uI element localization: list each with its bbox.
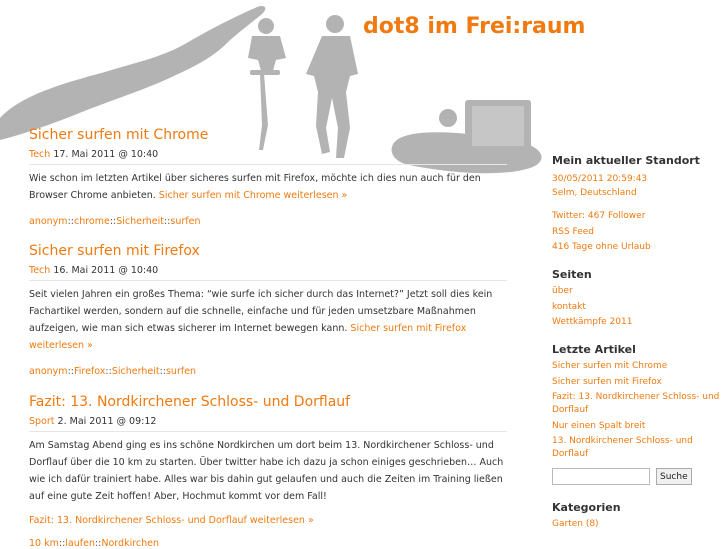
post-category-link[interactable]: Sport xyxy=(29,416,55,427)
tag-link[interactable]: laufen xyxy=(65,538,95,549)
rss-feed-link[interactable]: RSS Feed xyxy=(552,226,595,237)
post-excerpt xyxy=(29,286,507,354)
post-tags: 10 km::laufen::Nordkirchen xyxy=(29,538,160,549)
post-date: 2. Mai 2011 @ 09:12 xyxy=(57,416,157,427)
location-place-link[interactable]: Selm, Deutschland xyxy=(552,188,637,198)
recent-post-link[interactable]: Sicher surfen mit Firefox xyxy=(552,376,662,387)
swimmer-silhouette xyxy=(0,6,265,140)
post xyxy=(29,393,507,549)
recent-posts-list xyxy=(552,360,727,461)
post-meta xyxy=(29,416,507,432)
tag-link[interactable]: 10 km xyxy=(29,538,59,549)
vacation-counter-link[interactable]: 416 Tage ohne Urlaub xyxy=(552,242,651,252)
read-more-link[interactable]: Sicher surfen mit Firefox weiterlesen » xyxy=(29,323,467,351)
page-link-contact[interactable]: kontakt xyxy=(552,301,586,312)
recent-post-link[interactable]: Nur einen Spalt breit xyxy=(552,420,646,431)
read-more-block xyxy=(29,515,507,526)
tag-link[interactable]: Nordkirchen xyxy=(101,538,160,549)
categories-heading: Kategorien xyxy=(552,501,621,514)
sidebar xyxy=(552,154,727,531)
post-tags: anonym::chrome::Sicherheit::surfen xyxy=(29,216,201,227)
search-button[interactable]: Suche xyxy=(656,468,692,485)
post-excerpt-text: Wie schon im letzten Artikel über sicheres surfen mit Firefox, möchte ich dies nun auch für den Browser Chrome anbieten. xyxy=(29,173,481,201)
post-meta xyxy=(29,149,507,165)
tag-link[interactable]: surfen xyxy=(170,216,201,227)
recent-post-link[interactable]: 13. Nordkirchener Schloss- und Dorflauf xyxy=(552,436,693,459)
post-title-link[interactable]: Fazit: 13. Nordkirchener Schloss- und Dorflauf xyxy=(29,394,351,410)
tag-link[interactable]: Firefox xyxy=(73,366,106,377)
post-meta xyxy=(29,265,507,281)
read-more-link[interactable]: Sicher surfen mit Chrome weiterlesen » xyxy=(158,190,348,201)
search-input[interactable] xyxy=(552,468,650,485)
post-excerpt-text: Am Samstag Abend ging es ins schöne Nordkirchen um dort beim 13. Nordkirchener Schloss- und Dorflauf über die 10 km zu starten. Über twitter habe ich dazu ja schon einiges geschrieben… Auch wie ich dafür trainiert habe. Alles war bis dahin gut gelaufen und auch die Zeiten im Training ließen auf eine gute Zeit hoffen! Aber, Hochmut kommt vor dem Fall! xyxy=(29,440,504,502)
read-more-link[interactable]: Fazit: 13. Nordkirchener Schloss- und Dorflauf weiterlesen » xyxy=(29,515,314,526)
location-timestamp-link[interactable]: 30/05/2011 20:59:43 xyxy=(552,174,648,184)
post xyxy=(29,126,507,227)
info-links xyxy=(552,210,727,254)
post-category-link[interactable]: Tech xyxy=(29,265,51,276)
location-heading: Mein aktueller Standort xyxy=(552,154,700,167)
tag-link[interactable]: chrome xyxy=(73,216,110,227)
post-title-link[interactable]: Sicher surfen mit Firefox xyxy=(29,243,200,259)
post-tags: anonym::Firefox::Sicherheit::surfen xyxy=(29,366,197,377)
tag-link[interactable]: anonym xyxy=(29,216,68,227)
page-link-competitions[interactable]: Wettkämpfe 2011 xyxy=(552,317,633,327)
recent-posts-heading: Letzte Artikel xyxy=(552,343,636,356)
page-link-about[interactable]: über xyxy=(552,286,573,296)
post-excerpt-text: Seit vielen Jahren ein großes Thema: “wie surfe ich sicher durch das Internet?” Jetzt soll dies kein Fachartikel werden, sondern auf die schnelle, einfache und für jeden umsetzbare Maßnahmen aufzeigen, wie man sich etwas sicherer im Internet bewegen kann. xyxy=(29,289,493,334)
post-excerpt xyxy=(29,437,507,505)
categories-list xyxy=(552,518,727,531)
post-date: 17. Mai 2011 @ 10:40 xyxy=(53,149,159,160)
twitter-link[interactable]: Twitter: 467 Follower xyxy=(552,211,646,221)
search-form xyxy=(552,468,727,485)
pages-list xyxy=(552,285,727,329)
post-category-link[interactable]: Tech xyxy=(29,149,51,160)
recent-post-link[interactable]: Sicher surfen mit Chrome xyxy=(552,361,668,371)
post-excerpt xyxy=(29,170,507,204)
location-info xyxy=(552,172,727,200)
site-title[interactable]: dot8 im Frei:raum xyxy=(363,14,586,39)
post xyxy=(29,242,507,377)
tag-link[interactable]: surfen xyxy=(165,366,197,377)
post-date: 16. Mai 2011 @ 10:40 xyxy=(53,265,159,276)
tag-link[interactable]: Sicherheit xyxy=(116,216,164,227)
pages-heading: Seiten xyxy=(552,268,592,281)
post-title-link[interactable]: Sicher surfen mit Chrome xyxy=(29,127,209,143)
recent-post-link[interactable]: Fazit: 13. Nordkirchener Schloss- und Dorflauf xyxy=(552,392,720,415)
category-link[interactable]: Garten (8) xyxy=(552,519,599,529)
tag-link[interactable]: anonym xyxy=(29,366,68,377)
main-content xyxy=(29,126,507,549)
tag-link[interactable]: Sicherheit xyxy=(111,366,160,377)
